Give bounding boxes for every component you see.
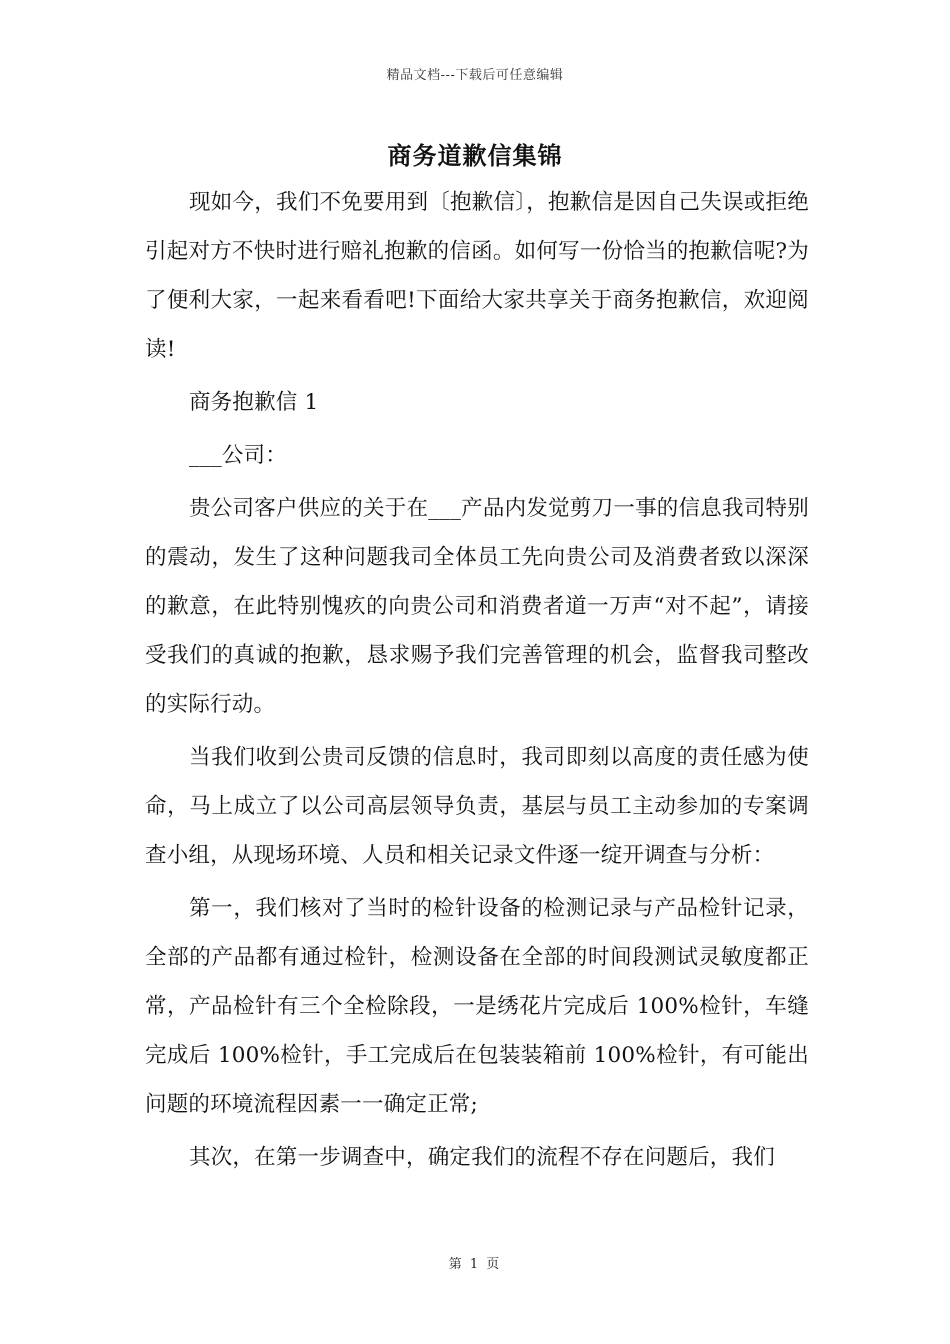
paragraph-body: 贵公司客户供应的关于在___产品内发觉剪刀一事的信息我司特别的震动，发生了这种问题我司全体员工先向贵公司及消费者致以深深的歉意，在此特别愧疚的向贵公司和消费者道一万声“对不起”，请接受我们的真诚的抱歉，恳求赐予我们完善管理的机会，监督我司整改的实际行动。 [145, 496, 809, 717]
letter-salutation: ___公司： [189, 443, 287, 468]
section-heading: 商务抱歉信 1 [189, 390, 319, 415]
paragraph-body: 当我们收到公贵司反馈的信息时，我司即刻以高度的责任感为使命，马上成立了以公司高层领导负责，基层与员工主动参加的专案调查小组，从现场环境、人员和相关记录文件逐一绽开调查与分析： [145, 745, 809, 868]
paragraph-body: 其次，在第一步调查中，确定我们的流程不存在问题后，我们 [189, 1145, 775, 1170]
page-header: 精品文档---下载后可任意编辑 [386, 68, 564, 83]
document-body [145, 178, 809, 1182]
page-number: 第 1 页 [448, 1257, 502, 1272]
paragraph-intro: 现如今，我们不免要用到〔抱歉信〕，抱歉信是因自己失误或拒绝引起对方不快时进行赔礼抱歉的信函。如何写一份恰当的抱歉信呢?为了便利大家，一起来看看吧!下面给大家共享关于商务抱歉信，欢迎阅读! [145, 190, 809, 362]
document-title: 商务道歉信集锦 [387, 141, 563, 170]
paragraph-body: 第一，我们核对了当时的检针设备的检测记录与产品检针记录，全部的产品都有通过检针，检测设备在全部的时间段测试灵敏度都正常，产品检针有三个全检除段，一是绣花片完成后 100%检针，车缝完成后 100%检针，手工完成后在包装装箱前 100%检针，有可能出问题的环境流程因素一一确定正常; [145, 896, 809, 1117]
